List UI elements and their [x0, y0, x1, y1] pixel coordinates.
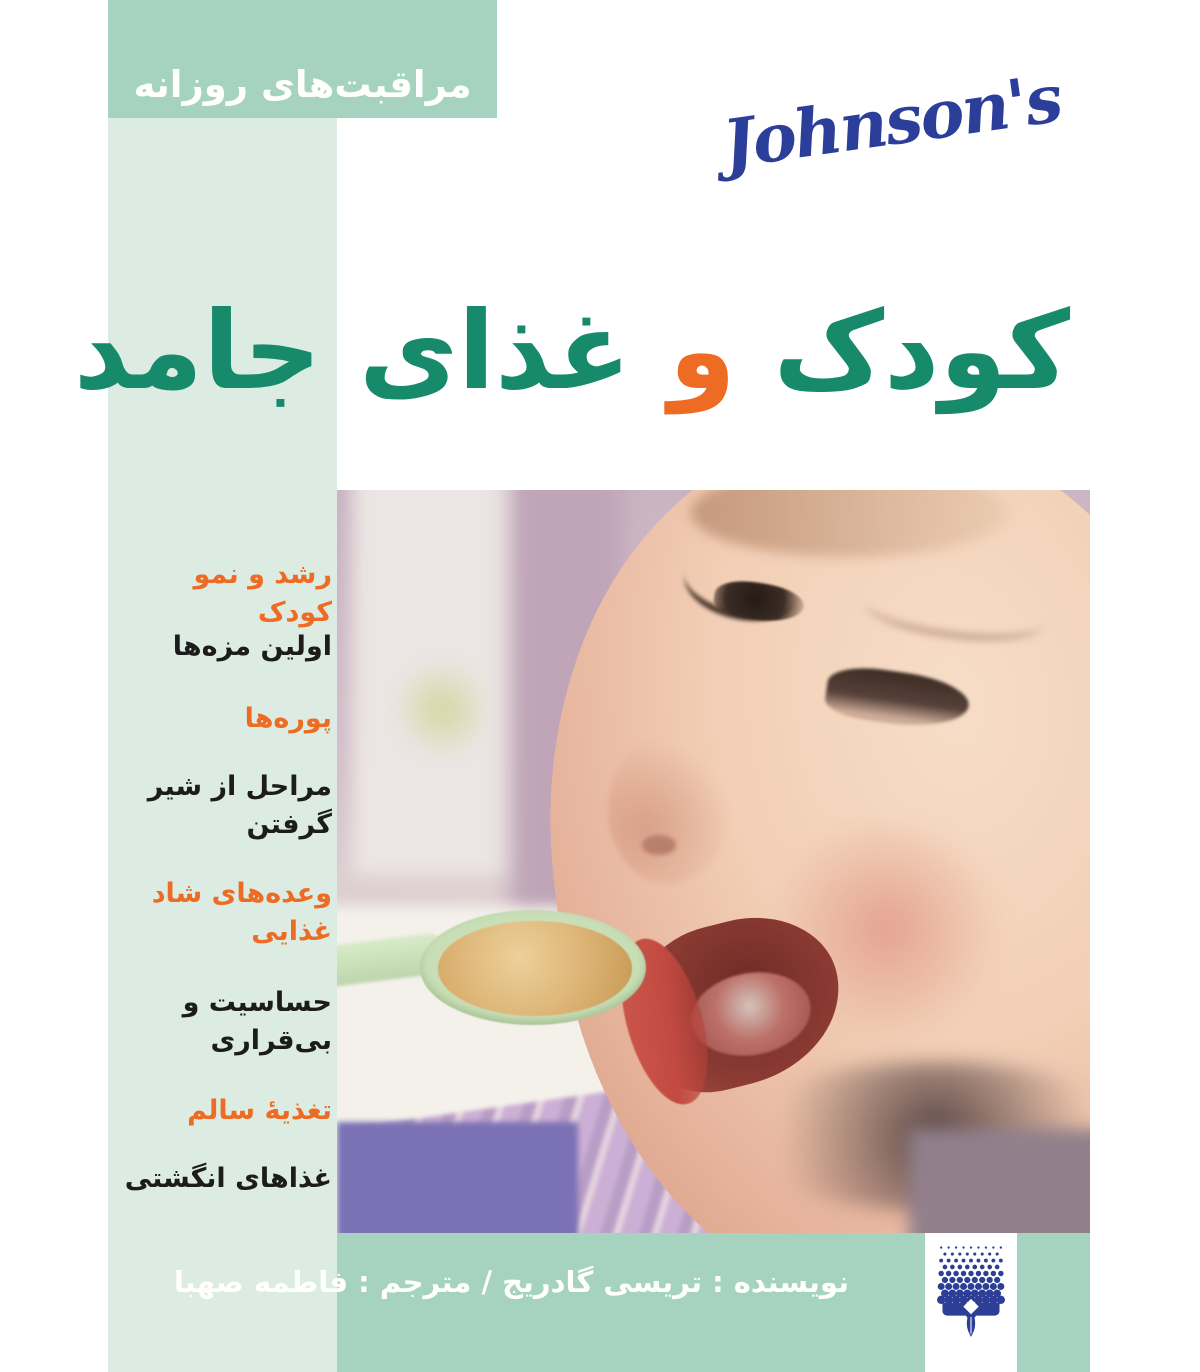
- johnsons-logo: [710, 44, 1080, 194]
- title-word-2: غذای جامد: [73, 289, 632, 414]
- sidebar-item-purees: پوره‌ها: [244, 703, 332, 734]
- publisher-logo-dots: [937, 1246, 1005, 1304]
- baby-nose: [608, 735, 728, 884]
- sidebar-item-finger-foods: غذاهای انگشتی: [124, 1163, 332, 1194]
- title-word-1: کودک: [773, 289, 1070, 414]
- title-conjunction: و: [668, 289, 736, 414]
- neck-shadow: [909, 1129, 1090, 1233]
- series-banner: [108, 0, 497, 118]
- sidebar-item-weaning-stages: مراحل از شیر گرفتن: [147, 771, 332, 840]
- baby-nostril: [642, 835, 676, 854]
- sidebar-item-allergy-fussiness: حساسیت و بی‌قراری: [182, 987, 332, 1056]
- cover-photo: [337, 490, 1090, 1233]
- puree-food: [438, 921, 632, 1015]
- book-title: [73, 289, 1070, 460]
- publisher-logo-strip: [925, 1233, 1017, 1372]
- credit-bar: [173, 1233, 1090, 1372]
- sidebar-item-growth: رشد و نمو کودک: [193, 559, 332, 628]
- background-blob: [397, 653, 487, 764]
- sidebar-item-happy-meals: وعده‌های شاد غذایی: [151, 878, 332, 947]
- johnsons-logo-text: Johnson's: [718, 58, 1066, 184]
- author-translator-credit: نویسنده : تریسی گادریج / مترجم : فاطمه صهبا: [173, 1265, 849, 1299]
- sidebar-item-first-tastes: اولین مزه‌ها: [172, 631, 332, 662]
- publisher-logo: [933, 1243, 1009, 1339]
- clothing-collar: [337, 1122, 578, 1233]
- feeding-spoon: [420, 910, 646, 1025]
- sidebar-item-healthy-nutrition: تغذیهٔ سالم: [187, 1095, 332, 1126]
- series-title: مراقبت‌های روزانه: [133, 63, 472, 106]
